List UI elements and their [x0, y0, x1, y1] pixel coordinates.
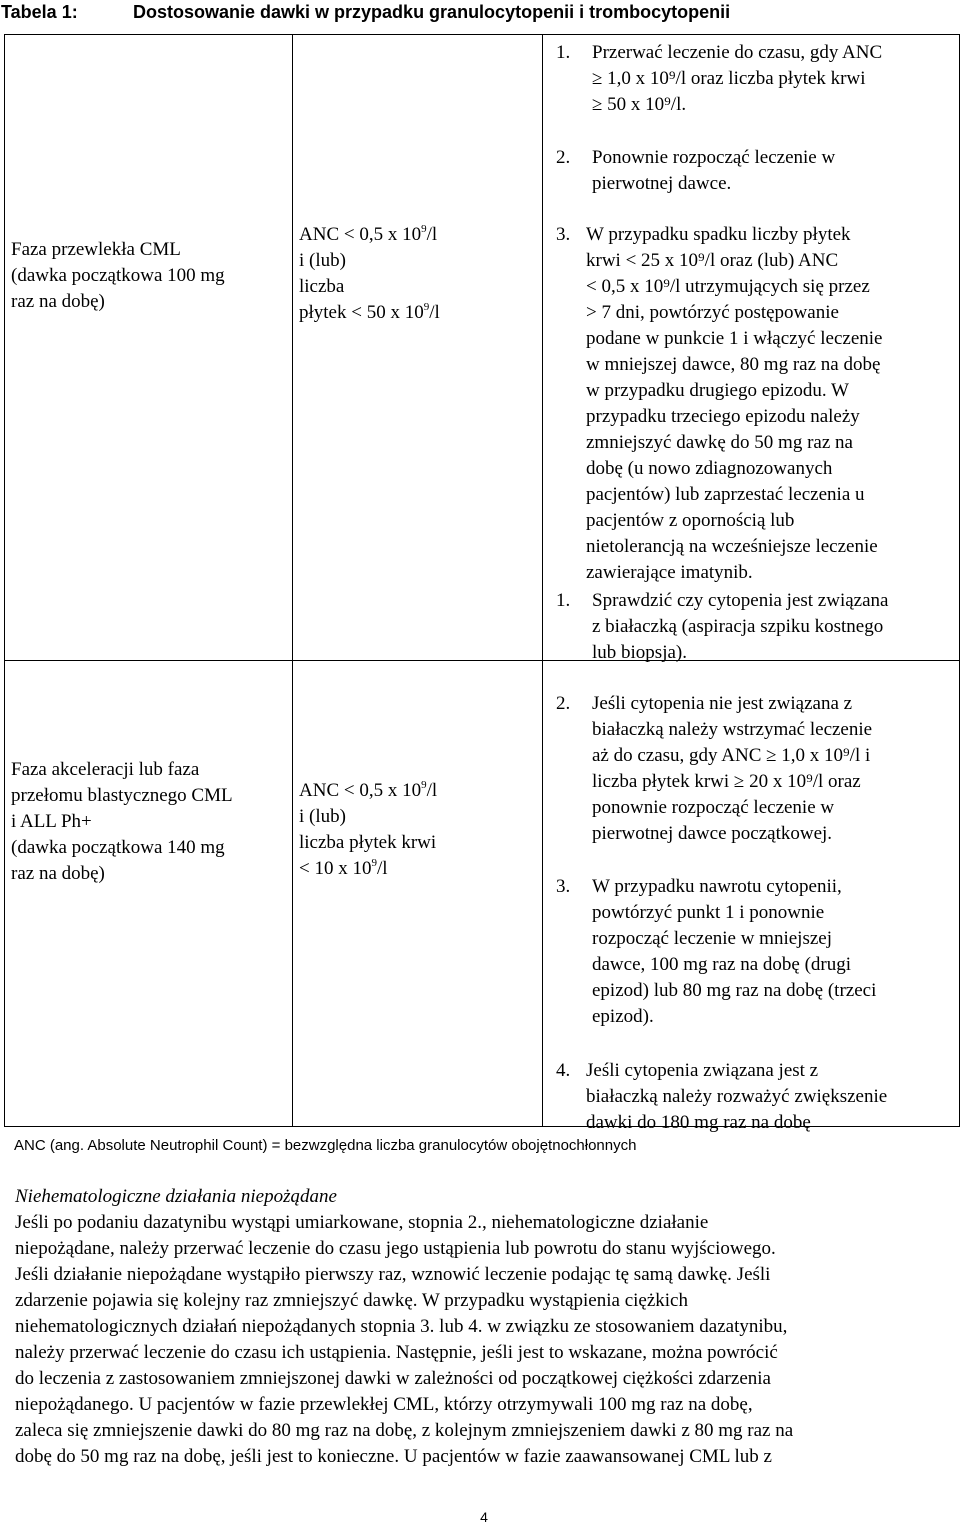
step-line: z białaczką (aspiracja szpiku kostnego [592, 616, 884, 637]
step-line: białaczką należy rozważyć zwiększenie [586, 1086, 888, 1107]
step-line: w przypadku drugiego epizodu. W [586, 380, 849, 401]
step-number: 3. [556, 224, 571, 245]
step-line: epizod). [592, 1006, 654, 1027]
page-number: 4 [480, 1509, 488, 1525]
phase-line: Faza akceleracji lub faza [11, 759, 200, 780]
step-line: zawierające imatynib. [586, 562, 753, 583]
phase-line: Faza przewlekła CML [11, 239, 181, 260]
step-line: rozpocząć leczenie w mniejszej [592, 928, 832, 949]
phase-line: raz na dobę) [11, 863, 105, 884]
condition-line [299, 222, 529, 248]
step-line: powtórzyć punkt 1 i ponownie [592, 902, 825, 923]
step-line: lub biopsja). [592, 642, 687, 663]
step-number: 1. [556, 42, 571, 63]
paragraph-line: niepożądanego. U pacjentów w fazie przewlekłej CML, którzy otrzymywali 100 mg raz na dobę, [15, 1394, 753, 1415]
phase-cell [5, 35, 293, 661]
paragraph-line: zaleca się zmniejszenie dawki do 80 mg raz na dobę, z kolejnym zmniejszeniem dawki z 80 mg raz na [15, 1420, 794, 1441]
step-number: 2. [556, 693, 571, 714]
step-text [592, 874, 876, 1030]
paragraph-line: należy przerwać leczenie do czasu ich ustąpienia. Następnie, jeśli jest to wskazane, można powrócić [15, 1342, 778, 1363]
section-paragraph [15, 1210, 950, 1470]
step-number: 1. [556, 590, 571, 611]
step-line: w mniejszej dawce, 80 mg raz na dobę [586, 354, 881, 375]
condition-unit: /l [426, 780, 438, 801]
step-line: Ponownie rozpocząć leczenie w [592, 147, 836, 168]
step-line: ≥ 50 x 10⁹/l. [592, 94, 687, 115]
paragraph-line: Jeśli działanie niepożądane wystąpiło pierwszy raz, wznowić leczenie podając tę samą dawkę. Jeśli [15, 1264, 771, 1285]
condition-chronic-text [299, 222, 529, 326]
phase-line: (dawka początkowa 140 mg [11, 837, 225, 858]
step-text [592, 40, 882, 118]
step-text [592, 588, 888, 666]
condition-line: i (lub) [299, 250, 346, 271]
paragraph-line: do leczenia z zastosowaniem zmniejszonej dawki w zależności od początkowej ciężkości zdarzenia [15, 1368, 771, 1389]
section-title: Niehematologiczne działania niepożądane [15, 1186, 337, 1207]
condition-text: ANC < 0,5 x 10 [299, 780, 422, 801]
exponent: 9 [371, 857, 377, 869]
exponent: 9 [421, 223, 427, 235]
step-line: krwi < 25 x 10⁹/l oraz (lub) ANC [586, 250, 839, 271]
step-line: nietolerancją na wcześniejsze leczenie [586, 536, 878, 557]
table-footnote: ANC (ang. Absolute Neutrophil Count) = bezwzględna liczba granulocytów obojętnochłonnych [14, 1137, 637, 1154]
step-number: 2. [556, 147, 571, 168]
step-line: ponownie rozpocząć leczenie w [592, 797, 835, 818]
step-line: < 0,5 x 10⁹/l utrzymujących się przez [586, 276, 870, 297]
phase-advanced-text [11, 757, 281, 887]
paragraph-line: niepożądane, należy przerwać leczenie do czasu jego ustąpienia lub powrotu do stanu wyjściowego. [15, 1238, 776, 1259]
step-line: liczba płytek krwi ≥ 20 x 10⁹/l oraz [592, 771, 861, 792]
step-line: pierwotnej dawce. [592, 173, 732, 194]
condition-unit: /l [376, 858, 388, 879]
condition-line [299, 778, 529, 804]
step-line: dawce, 100 mg raz na dobę (drugi [592, 954, 852, 975]
condition-text: < 10 x 10 [299, 858, 372, 879]
step-text [586, 222, 882, 586]
exponent: 9 [423, 301, 430, 313]
step-number: 3. [556, 876, 571, 897]
phase-line: i ALL Ph+ [11, 811, 92, 832]
step-line: Jeśli cytopenia związana jest z [586, 1060, 819, 1081]
paragraph-line: zdarzenie pojawia się kolejny raz zmniejszyć dawkę. W przypadku wystąpienia ciężkich [15, 1290, 688, 1311]
step-line: pacjentów z opornością lub [586, 510, 795, 531]
step-line: dobę (u nowo zdiagnozowanych [586, 458, 833, 479]
step-line: aż do czasu, gdy ANC ≥ 1,0 x 10⁹/l i [592, 745, 871, 766]
phase-cell [5, 661, 293, 1127]
phase-line: raz na dobę) [11, 291, 105, 312]
phase-chronic-text [11, 237, 281, 315]
step-line: pierwotnej dawce początkowej. [592, 823, 833, 844]
paragraph-line: dobę do 50 mg raz na dobę, jeśli jest to konieczne. U pacjentów w fazie zaawansowanej CML lub z [15, 1446, 772, 1467]
step-line: ≥ 1,0 x 10⁹/l oraz liczba płytek krwi [592, 68, 866, 89]
phase-line: (dawka początkowa 100 mg [11, 265, 225, 286]
step-line: Przerwać leczenie do czasu, gdy ANC [592, 42, 883, 63]
step-line: W przypadku nawrotu cytopenii, [592, 876, 842, 897]
step-line: pacjentów) lub zaprzestać leczenia u [586, 484, 865, 505]
condition-text: ANC < 0,5 x 10 [299, 224, 422, 245]
condition-unit: /l [426, 224, 438, 245]
exponent: 9 [421, 779, 427, 791]
step-line: przypadku trzeciego epizodu należy [586, 406, 860, 427]
condition-unit: /l [429, 302, 440, 323]
paragraph-line: Jeśli po podaniu dazatynibu wystąpi umiarkowane, stopnia 2., niehematologiczne działanie [15, 1212, 709, 1233]
step-line: podane w punkcie 1 i włączyć leczenie [586, 328, 883, 349]
table-caption [0, 0, 960, 26]
condition-advanced-text [299, 778, 529, 882]
step-number: 4. [556, 1060, 571, 1081]
condition-line [299, 300, 529, 326]
condition-line: liczba [299, 276, 345, 297]
paragraph-line: niehematologicznych działań niepożądanych stopnia 3. lub 4. w związku ze stosowaniem dazatynibu, [15, 1316, 788, 1337]
condition-line [299, 856, 529, 882]
condition-cell [293, 661, 543, 1127]
condition-text: płytek < 50 x 10 [299, 302, 424, 323]
step-text [592, 145, 835, 197]
condition-line: i (lub) [299, 806, 346, 827]
step-text [592, 691, 872, 847]
step-line: epizod) lub 80 mg raz na dobę (trzeci [592, 980, 877, 1001]
table-title: Dostosowanie dawki w przypadku granulocytopenii i trombocytopenii [133, 2, 731, 22]
step-line: Sprawdzić czy cytopenia jest związana [592, 590, 889, 611]
step-line: Jeśli cytopenia nie jest związana z [592, 693, 853, 714]
phase-line: przełomu blastycznego CML [11, 785, 233, 806]
step-line: W przypadku spadku liczby płytek [586, 224, 851, 245]
step-line: dawki do 180 mg raz na dobę [586, 1112, 811, 1133]
step-line: białaczką należy wstrzymać leczenie [592, 719, 873, 740]
step-line: > 7 dni, powtórzyć postępowanie [586, 302, 839, 323]
step-text [586, 1058, 887, 1136]
table-label: Tabela 1: [1, 2, 78, 22]
condition-cell [293, 35, 543, 661]
condition-line: liczba płytek krwi [299, 832, 437, 853]
step-line: zmniejszyć dawkę do 50 mg raz na [586, 432, 853, 453]
